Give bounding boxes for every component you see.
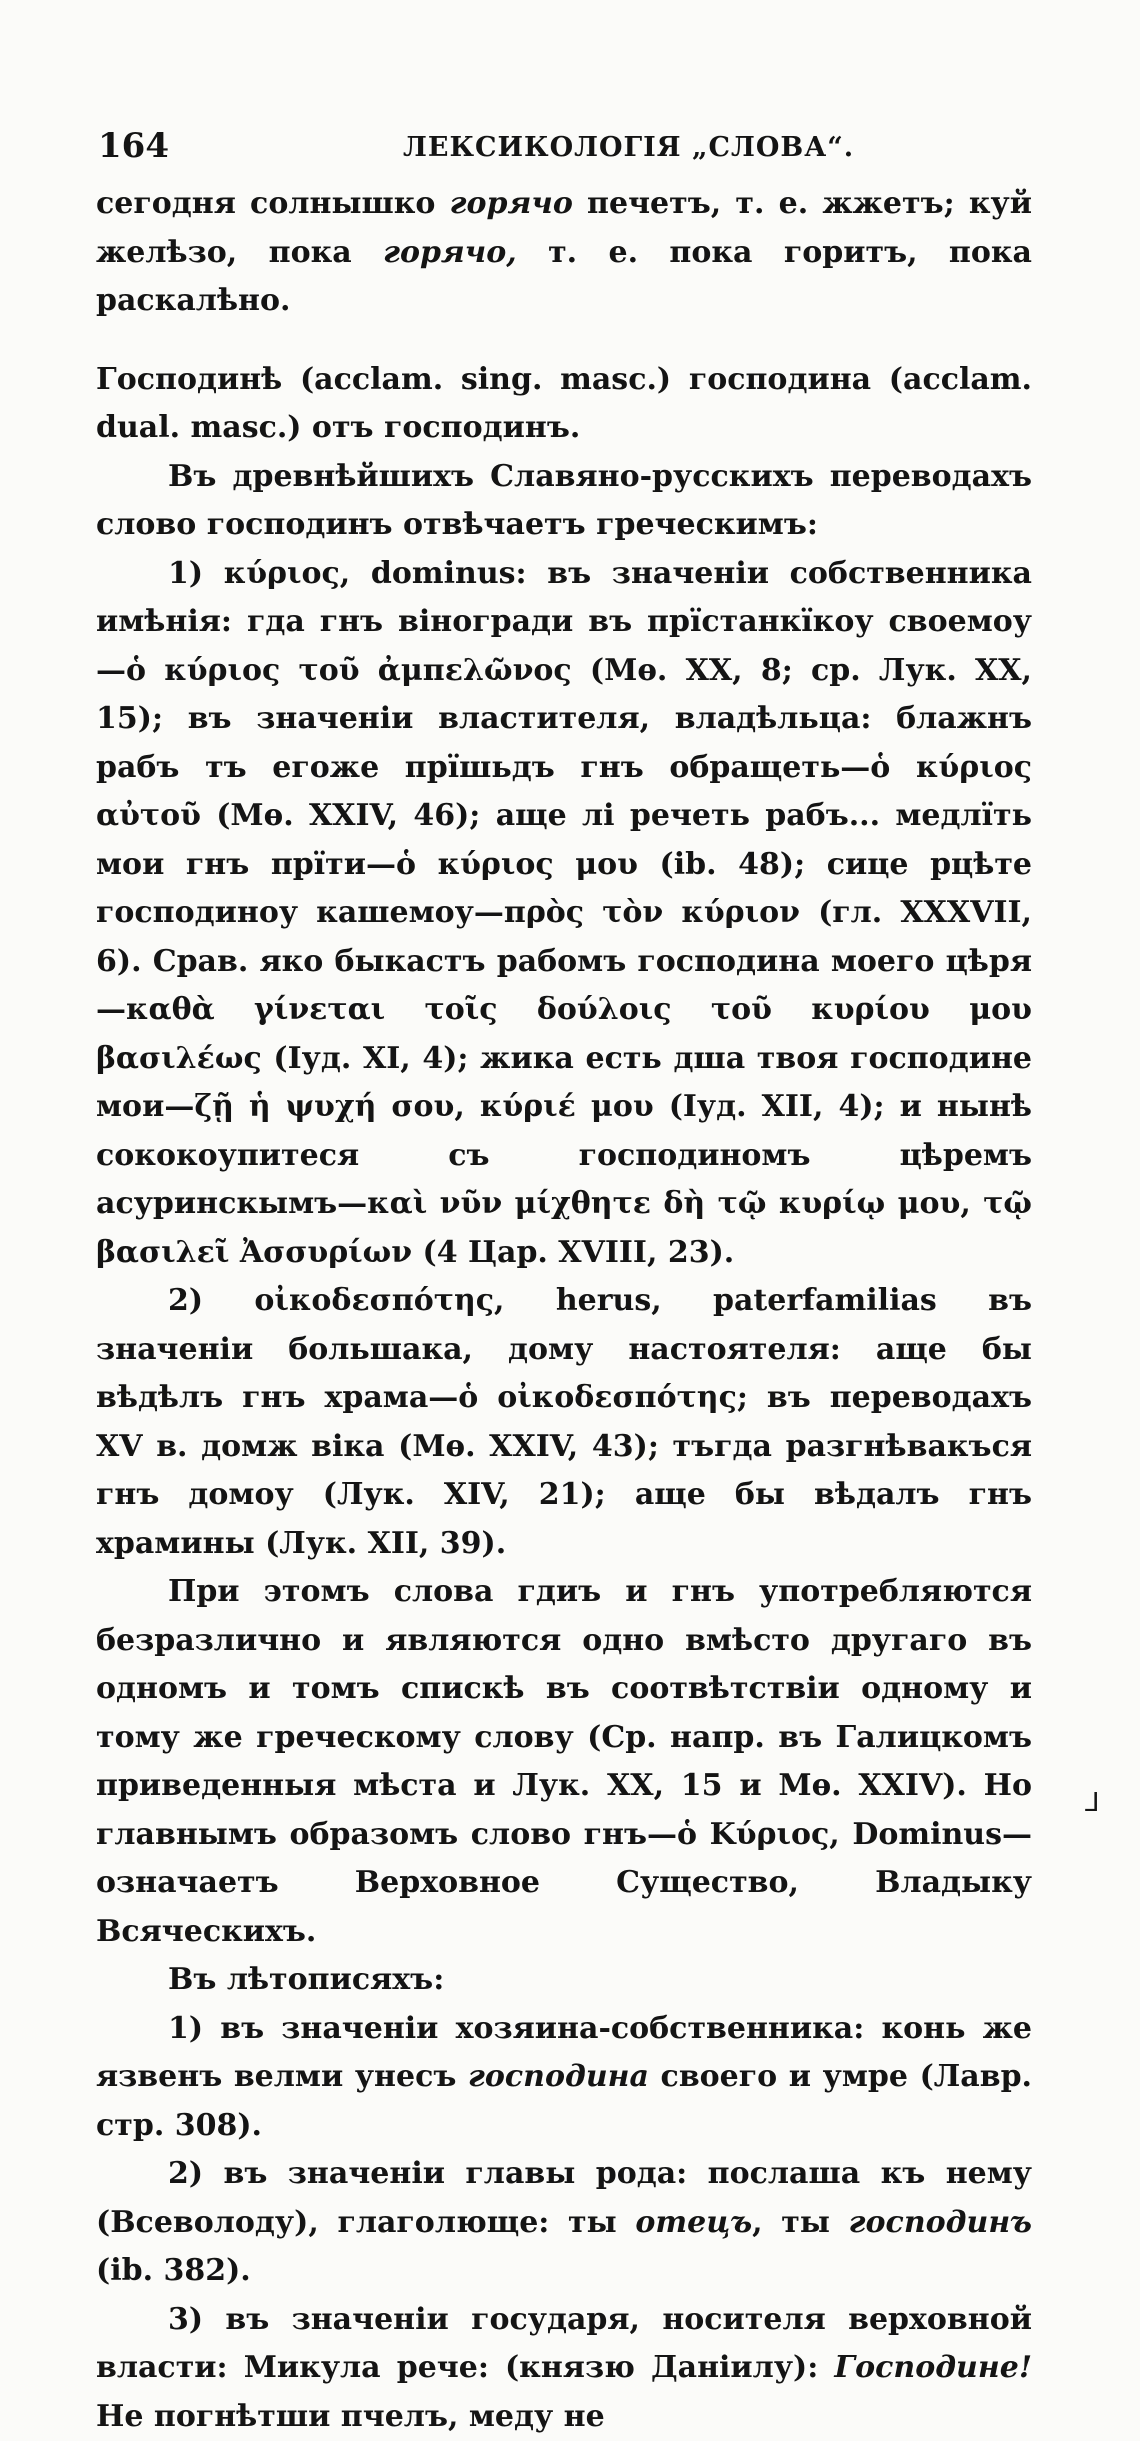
italic-text: Господине! — [834, 2350, 1032, 2385]
paragraph — [96, 2296, 1032, 2441]
text-run: т. е. пока горитъ, пока раскалѣно. — [96, 235, 1032, 319]
page-number: 164 — [98, 126, 169, 166]
paragraph — [96, 2005, 1032, 2151]
paragraph — [96, 2150, 1032, 2296]
paragraph — [96, 1277, 1032, 1568]
text-run: Не погнѣтши пчелъ, меду не — [96, 2399, 605, 2434]
paragraph — [96, 1956, 1032, 2005]
text-run: сегодня солнышко — [96, 186, 450, 221]
text-run: своего и умре (Лавр. стр. 308). — [96, 2059, 1032, 2143]
text-run: 3) въ значеніи государя, носителя верховной власти: Микула рече: (князю Даніилу): — [96, 2302, 1032, 2386]
text-run: 2) въ значеніи главы рода: послаша къ нему (Всеволоду), глаголюще: ты — [96, 2156, 1032, 2240]
paragraph — [96, 180, 1032, 326]
text-run: 2) οἰκοδεσπότης, herus, paterfamilias въ значеніи большака, дому настоятеля: аще бы вѣдѣлъ гнъ храма—ὁ οἰκοδεσπότης; въ переводахъ XV в. домж віка (Мѳ. XXIV, 43); тъгда разгнѣвакъся гнъ домоу (Лук. XIV, 21); аще бы вѣдалъ гнъ храмины (Лук. XII, 39). — [96, 1283, 1032, 1561]
corner-mark: ⅃ — [1085, 1788, 1100, 1818]
italic-text: отецъ — [635, 2205, 752, 2240]
paragraph — [96, 356, 1032, 453]
text-run: Въ древнѣйшихъ Славяно-русскихъ переводахъ слово господинъ отвѣчаетъ греческимъ: — [96, 459, 1032, 543]
paragraph — [96, 550, 1032, 1278]
text-run: 1) въ значеніи хозяина-собственника: конь же язвенъ велми унесъ — [96, 2011, 1032, 2095]
text-run: 1) κύριος, dominus: въ значеніи собственника имѣнія: гда гнъ віногради въ прїстанкїкоу своемоу—ὁ κύριος τοῦ ἀμπελῶνος (Мѳ. XX, 8; ср. Лук. XX, 15); въ значеніи властителя, владѣльца: блажнъ рабъ тъ егоже прїшьдъ гнъ обращеть—ὁ κύριος αὐτοῦ (Мѳ. XXIV, 46); аще лі речеть рабъ... медлїть мои гнъ прїти—ὁ κύριος μου (ib. 48); сице рцѣте господиноу кашемоу—πρὸς τὸν κύριον (гл. XXXVII, 6). Срав. яко быкастъ рабомъ господина моего цѣря—καθὰ γίνεται τοῖς δούλοις τοῦ κυρίου μου βασιλέως (Іуд. XI, 4); жика есть дша твоя господине мои—ζῇ ἡ ψυχή σου, κύριέ μου (Іуд. XII, 4); и нынѣ сококоупитеся съ господиномъ цѣремъ асуринскымъ—καὶ νῦν μίχθητε δὴ τῷ κυρίῳ μου, τῷ βασιλεῖ Ἀσσυρίων (4 Цар. XVIII, 23). — [96, 556, 1032, 1270]
italic-text: господинъ — [849, 2205, 1032, 2240]
text-run: Въ лѣтописяхъ: — [168, 1962, 444, 1997]
page-header — [98, 126, 1028, 166]
text-run: , ты — [752, 2205, 849, 2240]
text-run: При этомъ слова гдиъ и гнъ употребляются безразлично и являются одно вмѣсто другаго въ одномъ и томъ спискѣ въ соотвѣтствіи одному и тому же греческому слову (Ср. напр. въ Галицкомъ приведенныя мѣста и Лук. XX, 15 и Мѳ. XXIV). Но главнымъ образомъ слово гнъ—ὁ Κύριος, Dominus—означаетъ Верховное Существо, Владыку Всяческихъ. — [96, 1574, 1032, 1949]
paragraph — [96, 1568, 1032, 1956]
running-title: ЛЕКСИКОЛОГІЯ „СЛОВА“. — [403, 132, 854, 163]
italic-text: горячо, — [383, 235, 517, 270]
body-text — [96, 180, 1032, 2441]
italic-text: горячо — [450, 186, 573, 221]
text-run: Господинѣ (acclam. sing. masc.) господина (acclam. dual. masc.) отъ господинъ. — [96, 362, 1032, 446]
text-run: (ib. 382). — [96, 2253, 251, 2288]
text-run: печетъ, т. е. жжетъ; куй желѣзо, пока — [96, 186, 1032, 270]
paragraph — [96, 453, 1032, 550]
italic-text: господина — [468, 2059, 649, 2094]
